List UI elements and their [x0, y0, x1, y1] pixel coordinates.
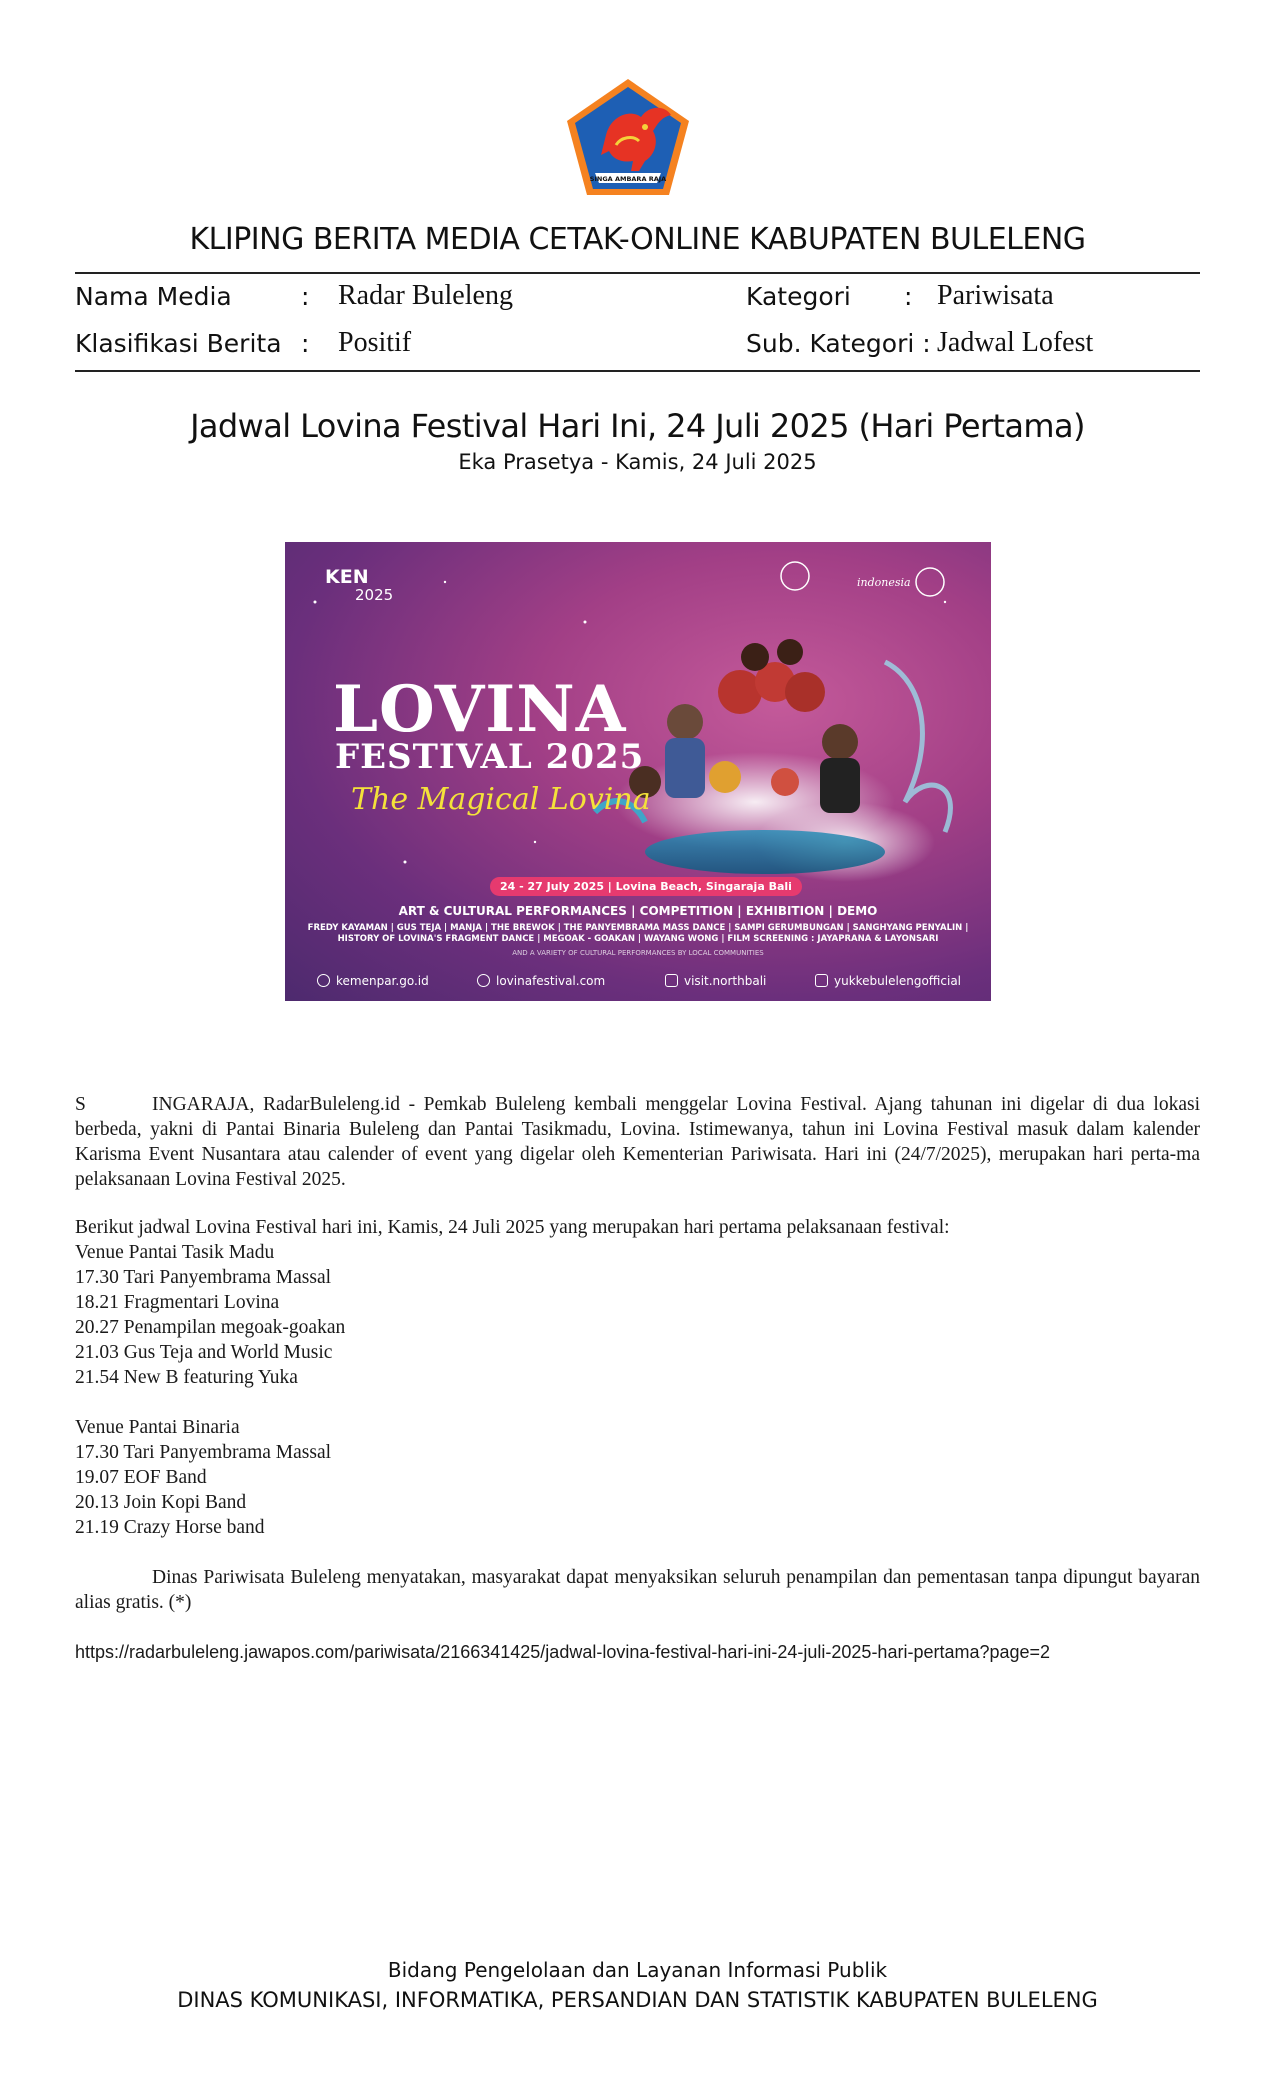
media-value: Radar Buleleng	[338, 280, 513, 311]
poster-categories: ART & CULTURAL PERFORMANCES | COMPETITION | EXHIBITION | DEMO	[398, 904, 878, 918]
lovina-festival-poster	[285, 542, 991, 1001]
category-value: Pariwisata	[937, 280, 1054, 311]
poster-tagline: The Magical Lovina	[351, 782, 651, 817]
ken-logo: KEN	[325, 566, 369, 588]
poster-date-location: 24 - 27 July 2025 | Lovina Beach, Singaraja Bali	[490, 877, 802, 896]
category-label: Kategori	[746, 282, 851, 311]
venue-schedule-tasik-madu	[75, 1240, 345, 1390]
classification-colon: :	[301, 329, 310, 358]
ken-year: 2025	[355, 586, 394, 604]
category-colon: :	[904, 282, 913, 311]
poster-lineup-3: AND A VARIETY OF CULTURAL PERFORMANCES BY LOCAL COMMUNITIES	[512, 949, 764, 957]
globe-icon	[477, 974, 490, 987]
venue-schedule-binaria	[75, 1415, 331, 1540]
venue-name: Venue Pantai Tasik Madu	[75, 1242, 275, 1263]
instagram-icon	[665, 974, 678, 987]
link-text: lovinafestival.com	[496, 974, 606, 988]
footer-agency: DINAS KOMUNIKASI, INFORMATIKA, PERSANDIAN DAN STATISTIK KABUPATEN BULELENG	[177, 1988, 1098, 2012]
venue-name: Venue Pantai Binaria	[75, 1417, 240, 1438]
paragraph-1-text: INGARAJA, RadarBuleleng.id - Pemkab Buleleng kembali menggelar Lovina Festival. Ajang tahunan ini digelar di dua lokasi berbeda, yakni di Pantai Binaria Buleleng dan Pantai Tasikmadu, Lovina. Istimewanya, tahun ini Lovina Festival masuk dalam kalender Karisma Event Nusantara atau calender of event yang digelar oleh Kementerian Pariwisata. Hari ini (24/7/2025), merupakan hari perta-ma pelaksanaan Lovina Festival 2025.	[75, 1094, 1200, 1190]
schedule-item: 21.54 New B featuring Yuka	[75, 1367, 298, 1388]
article-title: Jadwal Lovina Festival Hari Ini, 24 Juli 2025 (Hari Pertama)	[190, 407, 1085, 445]
subcategory-value: Jadwal Lofest	[937, 327, 1094, 358]
brand-wordmark: indonesia	[857, 576, 911, 589]
poster-title-festival: FESTIVAL 2025	[335, 737, 645, 777]
poster-lineup-1: FREDY KAYAMAN | GUS TEJA | MANJA | THE BREWOK | THE PANYEMBRAMA MASS DANCE | SAMPI GERUMBUNGAN | SANGHYANG PENYALIN |	[307, 923, 969, 933]
article-closing: Dinas Pariwisata Buleleng menyatakan, masyarakat dapat menyaksikan seluruh penampilan dan pementasan tanpa dipungut bayaran alias gratis. (*)	[75, 1567, 1200, 1613]
source-url-link[interactable]: https://radarbuleleng.jawapos.com/pariwisata/2166341425/jadwal-lovina-festival-hari-ini-24-juli-2025-hari-pertama?page=2	[75, 1642, 1051, 1662]
schedule-item: 21.19 Crazy Horse band	[75, 1517, 265, 1538]
schedule-item: 18.21 Fragmentari Lovina	[75, 1292, 280, 1313]
buleleng-emblem-logo	[561, 75, 695, 200]
poster-lineup-2: HISTORY OF LOVINA'S FRAGMENT DANCE | MEGOAK - GOAKAN | WAYANG WONG | FILM SCREENING : JAYAPRANA & LAYONSARI	[337, 934, 939, 944]
poster-link-lovinafestival	[477, 974, 605, 988]
media-label: Nama Media	[75, 282, 232, 311]
classification-value: Positif	[338, 327, 412, 358]
media-colon: :	[301, 282, 310, 311]
article-byline: Eka Prasetya - Kamis, 24 Juli 2025	[458, 450, 817, 474]
poster-title-lovina: LOVINA	[333, 672, 627, 747]
header-divider-top	[75, 272, 1200, 274]
poster-link-visitnorthbali	[665, 974, 766, 988]
subcategory-label: Sub. Kategori :	[746, 329, 931, 358]
document-header-title: KLIPING BERITA MEDIA CETAK-ONLINE KABUPATEN BULELENG	[189, 222, 1086, 257]
meta-row-media	[75, 278, 1200, 318]
poster-link-yukkebuleleng	[815, 974, 961, 988]
meta-row-classification	[75, 325, 1200, 365]
instagram-icon	[815, 974, 828, 987]
schedule-item: 20.13 Join Kopi Band	[75, 1492, 247, 1513]
schedule-item: 19.07 EOF Band	[75, 1467, 207, 1488]
schedule-item: 17.30 Tari Panyembrama Massal	[75, 1442, 332, 1463]
classification-label: Klasifikasi Berita	[75, 329, 282, 358]
header-divider-bottom	[75, 370, 1200, 372]
article-intro: Berikut jadwal Lovina Festival hari ini, Kamis, 24 Juli 2025 yang merupakan hari pertama pelaksanaan festival:	[75, 1217, 950, 1238]
link-text: yukkebulelengofficial	[834, 974, 962, 988]
globe-icon	[317, 974, 330, 987]
link-text: kemenpar.go.id	[336, 974, 429, 988]
logo-motto: SINGA AMBARA RAJA	[589, 175, 667, 183]
schedule-item: 21.03 Gus Teja and World Music	[75, 1342, 333, 1363]
schedule-item: 17.30 Tari Panyembrama Massal	[75, 1267, 332, 1288]
drop-letter: S	[75, 1094, 86, 1115]
article-paragraph-1	[75, 1092, 1200, 1192]
link-text: visit.northbali	[684, 974, 767, 988]
schedule-item: 20.27 Penampilan megoak-goakan	[75, 1317, 346, 1338]
poster-link-kemenpar	[317, 974, 429, 988]
footer-division: Bidang Pengelolaan dan Layanan Informasi Publik	[387, 1958, 888, 1982]
